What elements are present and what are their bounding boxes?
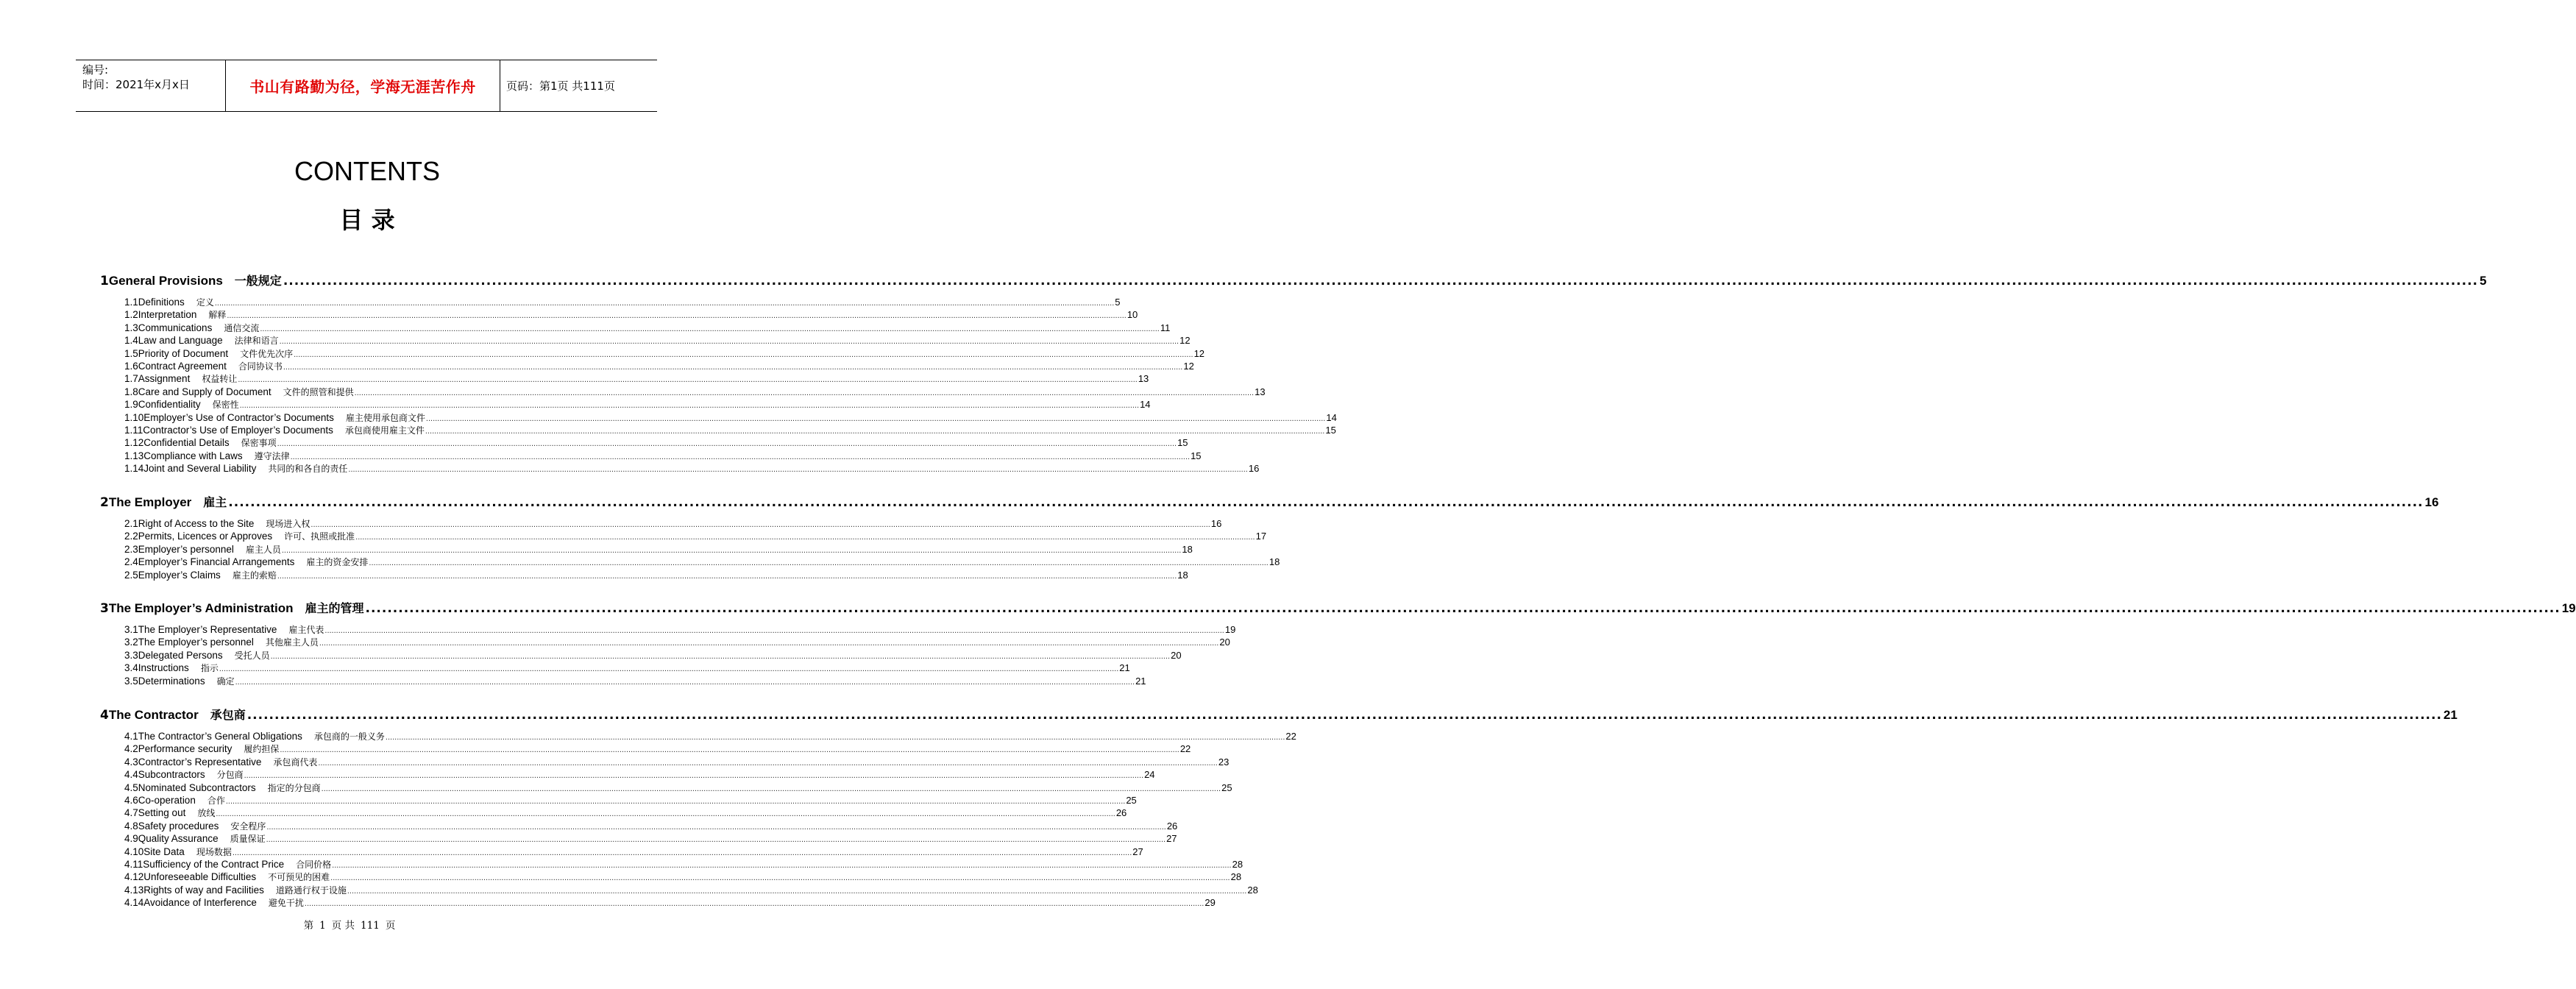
item-title-cn: 文件优先次序 — [240, 348, 294, 359]
item-title-cn: 合同价格 — [296, 859, 332, 870]
item-title-cn: 不可预见的困难 — [268, 872, 330, 883]
item-title-en: Delegated Persons — [138, 649, 223, 661]
toc-item-3-2[interactable] — [124, 636, 1230, 648]
contents-title-cn: 目 录 — [339, 206, 395, 234]
dot-leader: ................................................................................................................................................................................................................................................................................................................................................................................................................ — [365, 601, 2561, 616]
toc-item-3-5[interactable] — [124, 675, 1146, 687]
item-title-en: Instructions — [138, 662, 189, 674]
toc-item-1-9[interactable] — [124, 398, 1151, 411]
item-title-cn: 受托人员 — [234, 650, 270, 661]
item-number: 2.1 — [124, 518, 138, 529]
item-page: 18 — [1182, 543, 1193, 555]
item-number: 2.5 — [124, 569, 138, 581]
item-title-en: Law and Language — [138, 335, 223, 347]
item-number: 4.5 — [124, 781, 138, 793]
item-title-en: Assignment — [138, 373, 191, 385]
toc-item-1-11[interactable] — [124, 424, 1336, 436]
item-title-en: Subcontractors — [138, 769, 205, 781]
item-title-cn: 其他雇主人员 — [265, 637, 319, 648]
dot-leader: ................................................................................................................................................................................................................................................................................................................................................................................................................ — [347, 886, 1247, 896]
item-number: 3.1 — [124, 624, 138, 635]
footer-suffix: 页 — [385, 920, 396, 932]
item-title-cn: 指示 — [200, 663, 219, 674]
section-number: 4 — [100, 708, 109, 723]
item-number: 4.14 — [124, 897, 144, 909]
item-number: 4.6 — [124, 795, 138, 806]
item-number: 4.7 — [124, 807, 138, 819]
dot-leader: ................................................................................................................................................................................................................................................................................................................................................................................................................ — [283, 363, 1183, 372]
item-number: 1.12 — [124, 437, 144, 449]
item-number: 4.4 — [124, 769, 138, 781]
item-page: 20 — [1171, 649, 1182, 661]
item-page: 13 — [1138, 373, 1149, 385]
dot-leader: ................................................................................................................................................................................................................................................................................................................................................................................................................ — [290, 452, 1191, 461]
toc-item-2-5[interactable] — [124, 569, 1188, 581]
dot-leader: ................................................................................................................................................................................................................................................................................................................................................................................................................ — [238, 375, 1138, 385]
item-number: 1.5 — [124, 347, 138, 359]
item-title-cn: 分包商 — [216, 770, 244, 781]
item-page: 14 — [1140, 399, 1151, 411]
item-title-cn: 文件的照管和提供 — [283, 386, 354, 397]
toc-item-1-8[interactable] — [124, 386, 1266, 398]
toc-item-4-4[interactable] — [124, 768, 1155, 781]
item-title-cn: 安全程序 — [230, 820, 266, 832]
item-title-en: Priority of Document — [138, 347, 229, 359]
contents-title-en: CONTENTS — [294, 156, 440, 186]
item-page: 5 — [1115, 297, 1121, 308]
item-page: 21 — [1135, 675, 1146, 687]
item-title-cn: 放线 — [197, 808, 216, 819]
dot-leader: ................................................................................................................................................................................................................................................................................................................................................................................................................ — [369, 559, 1269, 568]
item-page: 26 — [1115, 807, 1127, 819]
dot-leader: ................................................................................................................................................................................................................................................................................................................................................................................................................ — [244, 771, 1144, 781]
item-page: 24 — [1144, 769, 1155, 781]
item-title-cn: 现场进入权 — [266, 519, 311, 529]
item-title-en: Confidentiality — [138, 399, 201, 411]
item-title-en: Determinations — [138, 675, 205, 687]
dot-leader: ................................................................................................................................................................................................................................................................................................................................................................................................................ — [354, 388, 1255, 397]
item-title-cn: 合作 — [207, 795, 225, 806]
toc-item-1-6[interactable] — [124, 360, 1194, 372]
dot-leader: ................................................................................................................................................................................................................................................................................................................................................................................................................ — [304, 899, 1204, 909]
number-label: 编号: — [82, 63, 109, 77]
item-page: 29 — [1204, 897, 1216, 909]
dot-leader: ................................................................................................................................................................................................................................................................................................................................................................................................................ — [246, 708, 2442, 723]
dot-leader: ................................................................................................................................................................................................................................................................................................................................................................................................................ — [277, 571, 1177, 581]
time-label: 时间：2021年x月x日 — [82, 78, 190, 91]
toc-section-1[interactable] — [100, 272, 2487, 288]
section-title-en: General Provisions — [108, 274, 223, 288]
item-title-en: Interpretation — [138, 309, 197, 321]
toc-item-1-10[interactable] — [124, 411, 1337, 424]
item-title-en: Right of Access to the Site — [138, 518, 255, 529]
section-title-cn: 雇主 — [203, 495, 227, 509]
item-number: 1.3 — [124, 322, 138, 333]
toc-item-1-12[interactable] — [124, 436, 1188, 449]
dot-leader: ................................................................................................................................................................................................................................................................................................................................................................................................................ — [311, 520, 1210, 529]
item-title-cn: 承包商的一般义务 — [313, 731, 385, 742]
item-number: 4.1 — [124, 731, 138, 742]
item-title-en: Employer’s personnel — [138, 543, 234, 555]
section-title-en: The Contractor — [108, 708, 199, 722]
section-number: 3 — [100, 601, 109, 616]
section-title-en: The Employer’s Administration — [108, 601, 294, 615]
item-page: 23 — [1218, 756, 1230, 768]
item-title-cn: 法律和语言 — [234, 336, 279, 347]
item-number: 4.9 — [124, 833, 138, 845]
item-page: 15 — [1191, 450, 1202, 461]
item-number: 3.5 — [124, 675, 138, 687]
dot-leader: ................................................................................................................................................................................................................................................................................................................................................................................................................ — [232, 848, 1132, 857]
toc-item-2-2[interactable] — [124, 530, 1267, 542]
dot-leader: ................................................................................................................................................................................................................................................................................................................................................................................................................ — [260, 324, 1160, 333]
item-title-en: Co-operation — [138, 795, 196, 806]
item-page: 12 — [1183, 361, 1194, 372]
footer-page: 1 — [319, 920, 326, 932]
dot-leader: ................................................................................................................................................................................................................................................................................................................................................................................................................ — [294, 350, 1193, 359]
item-page: 18 — [1177, 569, 1188, 581]
dot-leader: ................................................................................................................................................................................................................................................................................................................................................................................................................ — [385, 733, 1285, 742]
item-page: 20 — [1219, 637, 1230, 648]
item-page: 19 — [1224, 624, 1236, 635]
toc-item-2-4[interactable] — [124, 556, 1280, 568]
item-number: 3.4 — [124, 662, 138, 674]
dot-leader: ................................................................................................................................................................................................................................................................................................................................................................................................................ — [216, 809, 1115, 819]
item-title-en: Sufficiency of the Contract Price — [143, 859, 285, 870]
item-title-en: Performance security — [138, 743, 233, 755]
item-title-cn: 共同的和各自的责任 — [268, 464, 348, 475]
dot-leader: ................................................................................................................................................................................................................................................................................................................................................................................................................ — [235, 677, 1135, 687]
item-page: 16 — [1210, 518, 1222, 529]
section-title-cn: 一般规定 — [234, 274, 282, 288]
toc-item-1-14[interactable] — [124, 462, 1260, 475]
footer-prefix: 第 — [303, 920, 314, 932]
toc-item-1-1[interactable] — [124, 296, 1121, 308]
item-page: 26 — [1166, 820, 1178, 832]
section-page: 19 — [2561, 601, 2576, 615]
item-page: 15 — [1325, 425, 1336, 436]
item-title-en: Contract Agreement — [138, 361, 227, 372]
toc-item-4-3[interactable] — [124, 756, 1230, 768]
dot-leader: ................................................................................................................................................................................................................................................................................................................................................................................................................ — [425, 414, 1326, 423]
item-title-cn: 解释 — [208, 310, 227, 321]
item-page: 10 — [1126, 309, 1138, 321]
header-page-info: 页码：第1页 共111页 — [506, 79, 615, 93]
item-number: 3.2 — [124, 637, 138, 648]
item-number: 1.11 — [124, 425, 143, 436]
item-title-cn: 履约担保 — [244, 744, 280, 755]
item-page: 12 — [1193, 347, 1205, 359]
dot-leader: ................................................................................................................................................................................................................................................................................................................................................................................................................ — [318, 758, 1218, 768]
dot-leader: ................................................................................................................................................................................................................................................................................................................................................................................................................ — [214, 299, 1115, 308]
item-number: 1.4 — [124, 335, 138, 347]
item-page: 28 — [1247, 884, 1258, 896]
toc-item-1-13[interactable] — [124, 450, 1202, 462]
item-page: 11 — [1160, 322, 1171, 333]
item-page: 15 — [1177, 437, 1188, 449]
toc-item-2-1[interactable] — [124, 517, 1222, 530]
item-page: 27 — [1132, 846, 1143, 857]
item-number: 4.11 — [124, 859, 143, 870]
item-title-cn: 合同协议书 — [238, 361, 283, 372]
item-number: 1.9 — [124, 399, 138, 411]
item-title-cn: 承包商使用雇主文件 — [344, 425, 425, 436]
dot-leader: ................................................................................................................................................................................................................................................................................................................................................................................................................ — [348, 465, 1248, 475]
item-number: 1.10 — [124, 411, 144, 423]
item-title-cn: 道路通行权于设施 — [275, 885, 347, 896]
toc-item-4-8[interactable] — [124, 820, 1178, 832]
item-page: 16 — [1248, 463, 1260, 475]
item-page: 22 — [1285, 731, 1296, 742]
item-title-en: Contractor’s Use of Employer’s Documents — [143, 425, 333, 436]
item-title-cn: 保密性 — [212, 400, 239, 411]
item-page: 12 — [1179, 335, 1191, 347]
toc-item-4-12[interactable] — [124, 871, 1242, 883]
item-title-en: Employer’s Use of Contractor’s Documents — [143, 411, 334, 423]
item-number: 1.7 — [124, 373, 138, 385]
item-page: 14 — [1326, 411, 1337, 423]
section-title-cn: 承包商 — [210, 708, 246, 722]
header-table — [76, 60, 657, 112]
item-title-en: Rights of way and Facilities — [143, 884, 264, 896]
dot-leader: ................................................................................................................................................................................................................................................................................................................................................................................................................ — [355, 533, 1255, 542]
item-title-en: Site Data — [143, 846, 185, 857]
item-title-cn: 现场数据 — [196, 846, 232, 857]
dot-leader: ................................................................................................................................................................................................................................................................................................................................................................................................................ — [280, 745, 1179, 755]
toc-item-3-1[interactable] — [124, 623, 1236, 636]
dot-leader: ................................................................................................................................................................................................................................................................................................................................................................................................................ — [277, 439, 1177, 449]
item-title-en: Contractor’s Representative — [138, 756, 262, 768]
dot-leader: ................................................................................................................................................................................................................................................................................................................................................................................................................ — [324, 626, 1224, 635]
item-title-cn: 雇主的索赔 — [232, 570, 277, 581]
item-title-en: Employer’s Claims — [138, 569, 221, 581]
item-title-cn: 雇主的资金安排 — [306, 557, 369, 568]
item-number: 4.2 — [124, 743, 138, 755]
item-title-en: The Contractor’s General Obligations — [138, 731, 302, 742]
item-title-cn: 雇主使用承包商文件 — [345, 412, 425, 423]
item-number: 1.13 — [124, 450, 144, 461]
item-title-en: Confidential Details — [143, 437, 230, 449]
item-title-cn: 雇主代表 — [288, 625, 324, 635]
item-title-en: Safety procedures — [138, 820, 219, 832]
item-number: 1.14 — [124, 463, 144, 475]
item-number: 4.3 — [124, 756, 138, 768]
item-number: 2.4 — [124, 556, 138, 568]
item-title-en: Joint and Several Liability — [143, 463, 257, 475]
item-number: 1.2 — [124, 309, 138, 321]
header-motto: 书山有路勤为径，学海无涯苦作舟 — [225, 60, 500, 111]
toc-section-3[interactable] — [100, 599, 2576, 616]
toc-item-4-7[interactable] — [124, 807, 1127, 819]
toc-item-4-5[interactable] — [124, 781, 1232, 794]
dot-leader: ................................................................................................................................................................................................................................................................................................................................................................................................................ — [225, 797, 1126, 806]
toc-item-2-3[interactable] — [124, 543, 1193, 556]
toc-item-4-2[interactable] — [124, 742, 1191, 755]
item-title-cn: 定义 — [196, 297, 214, 308]
item-page: 18 — [1269, 556, 1280, 568]
footer-total: 111 — [361, 920, 380, 932]
dot-leader: ................................................................................................................................................................................................................................................................................................................................................................................................................ — [279, 337, 1179, 347]
toc-item-4-13[interactable] — [124, 884, 1258, 896]
item-title-cn: 保密事项 — [241, 438, 277, 449]
toc-item-1-5[interactable] — [124, 347, 1205, 360]
item-page: 17 — [1255, 531, 1267, 542]
item-number: 4.12 — [124, 871, 144, 883]
item-title-en: Unforeseeable Difficulties — [143, 871, 257, 883]
section-page: 21 — [2443, 708, 2458, 722]
item-title-cn: 承包商代表 — [273, 756, 318, 768]
item-title-en: Quality Assurance — [138, 833, 219, 845]
dot-leader: ................................................................................................................................................................................................................................................................................................................................................................................................................ — [330, 873, 1230, 883]
footer-mid: 页 共 — [331, 920, 355, 932]
section-title-cn: 雇主的管理 — [305, 601, 364, 615]
header-left-cell — [76, 60, 225, 111]
item-title-cn: 许可、执照或批准 — [284, 531, 355, 542]
section-number: 2 — [100, 495, 109, 510]
dot-leader: ................................................................................................................................................................................................................................................................................................................................................................................................................ — [321, 784, 1221, 793]
section-page: 5 — [2480, 274, 2487, 288]
dot-leader: ................................................................................................................................................................................................................................................................................................................................................................................................................ — [219, 664, 1119, 674]
item-page: 25 — [1221, 781, 1232, 793]
item-page: 25 — [1126, 795, 1137, 806]
item-number: 1.6 — [124, 361, 138, 372]
item-number: 2.3 — [124, 543, 138, 555]
item-page: 28 — [1230, 871, 1242, 883]
toc-item-1-4[interactable] — [124, 334, 1191, 347]
section-title-en: The Employer — [108, 495, 192, 509]
item-title-en: Avoidance of Interference — [143, 897, 257, 909]
item-number: 1.8 — [124, 386, 138, 397]
item-title-en: The Employer’s personnel — [138, 637, 254, 648]
item-title-en: Definitions — [138, 297, 185, 308]
toc-item-3-4[interactable] — [124, 662, 1130, 674]
item-title-en: Employer’s Financial Arrangements — [138, 556, 295, 568]
toc-item-4-11[interactable] — [124, 858, 1243, 871]
item-title-cn: 指定的分包商 — [267, 782, 321, 793]
item-page: 13 — [1255, 386, 1266, 397]
item-page: 27 — [1166, 833, 1177, 845]
item-title-cn: 质量保证 — [230, 834, 266, 845]
dot-leader: ................................................................................................................................................................................................................................................................................................................................................................................................................ — [266, 835, 1166, 845]
dot-leader: ................................................................................................................................................................................................................................................................................................................................................................................................................ — [266, 822, 1166, 832]
toc-item-4-10[interactable] — [124, 846, 1143, 858]
toc-item-4-14[interactable] — [124, 896, 1216, 909]
dot-leader: ................................................................................................................................................................................................................................................................................................................................................................................................................ — [239, 401, 1140, 411]
dot-leader: ................................................................................................................................................................................................................................................................................................................................................................................................................ — [283, 274, 2479, 288]
page-footer — [0, 917, 699, 932]
item-page: 21 — [1119, 662, 1130, 674]
item-number: 4.10 — [124, 846, 144, 857]
toc-item-4-1[interactable] — [124, 730, 1296, 742]
toc-section-2[interactable] — [100, 493, 2439, 510]
dot-leader: ................................................................................................................................................................................................................................................................................................................................................................................................................ — [425, 427, 1325, 436]
dot-leader: ................................................................................................................................................................................................................................................................................................................................................................................................................ — [227, 311, 1126, 321]
item-page: 22 — [1179, 743, 1191, 755]
dot-leader: ................................................................................................................................................................................................................................................................................................................................................................................................................ — [281, 545, 1182, 555]
toc-item-4-6[interactable] — [124, 794, 1137, 807]
item-title-en: Permits, Licences or Approves — [138, 531, 273, 542]
item-title-en: Nominated Subcontractors — [138, 781, 256, 793]
item-title-en: Communications — [138, 322, 213, 333]
toc-item-3-3[interactable] — [124, 649, 1182, 662]
item-title-en: Care and Supply of Document — [138, 386, 272, 397]
item-page: 28 — [1232, 859, 1243, 870]
toc-section-4[interactable] — [100, 706, 2458, 723]
item-title-cn: 通信交流 — [224, 322, 260, 333]
toc-item-1-7[interactable] — [124, 372, 1149, 385]
item-title-en: Compliance with Laws — [143, 450, 243, 461]
item-title-cn: 避免干扰 — [268, 898, 304, 909]
item-number: 1.1 — [124, 297, 138, 308]
toc-item-4-9[interactable] — [124, 832, 1177, 845]
toc-item-1-3[interactable] — [124, 322, 1171, 334]
dot-leader: ................................................................................................................................................................................................................................................................................................................................................................................................................ — [228, 495, 2424, 510]
section-number: 1 — [100, 274, 109, 288]
item-title-cn: 权益转让 — [202, 374, 238, 385]
item-number: 3.3 — [124, 649, 138, 661]
item-title-en: The Employer’s Representative — [138, 624, 277, 635]
item-number: 2.2 — [124, 531, 138, 542]
item-title-cn: 雇主人员 — [245, 544, 281, 555]
dot-leader: ................................................................................................................................................................................................................................................................................................................................................................................................................ — [270, 651, 1171, 661]
section-page: 16 — [2424, 495, 2439, 509]
item-title-cn: 遵守法律 — [254, 450, 290, 461]
item-title-cn: 确定 — [216, 676, 235, 687]
item-number: 4.13 — [124, 884, 144, 896]
toc-item-1-2[interactable] — [124, 308, 1138, 321]
item-title-en: Setting out — [138, 807, 186, 819]
dot-leader: ................................................................................................................................................................................................................................................................................................................................................................................................................ — [319, 639, 1219, 648]
dot-leader: ................................................................................................................................................................................................................................................................................................................................................................................................................ — [332, 861, 1232, 870]
item-number: 4.8 — [124, 820, 138, 832]
